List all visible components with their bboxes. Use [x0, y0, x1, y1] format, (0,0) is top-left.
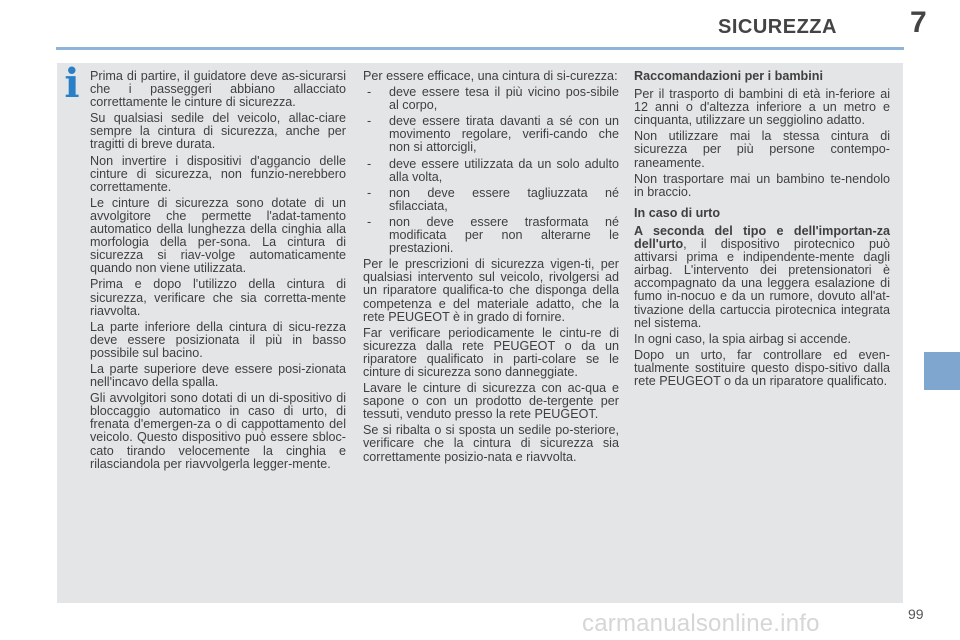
- paragraph: Le cinture di sicurezza sono dotate di un avvolgitore che permette l'adat-tamento automatico della lunghezza della cinghia alla morfologia della per-sona. La cintura di sicurezza si riav-volge automaticamente quando non viene utilizzata.: [90, 195, 346, 276]
- paragraph: Dopo un urto, far controllare ed even-tualmente sostituire questo dispo-sitivo dalla rete PEUGEOT o da un riparatore qualificato.: [634, 347, 890, 388]
- list-item: - non deve essere tagliuzzata né sfilacciata,: [363, 187, 619, 213]
- bold-lead: A seconda del tipo e dell'importan-za dell'urto: [634, 223, 890, 252]
- paragraph: La parte superiore deve essere posi-zionata nell'incavo della spalla.: [90, 361, 346, 390]
- list-item: - deve essere tirata davanti a sé con un movimento regolare, verifi-cando che non si attorcigli,: [363, 115, 619, 154]
- paragraph: Su qualsiasi sedile del veicolo, allac-ciare sempre la cintura di sicurezza, anche per tragitti di breve durata.: [90, 111, 346, 152]
- paragraph: Gli avvolgitori sono dotati di un di-spositivo di bloccaggio automatico in caso di urto, di frenata d'emergen-za o di cappottamento del veicolo. Questo dispositivo può essere sbloc-cato tirando velocemente la cinghia e rilasciandola per riavvolgerla legger-mente.: [90, 391, 346, 471]
- paragraph: Per le prescrizioni di sicurezza vigen-ti, per qualsiasi intervento sul veicolo, rivolgersi ad un riparatore qualifica-to che disponga della competenza e del materiale adatto, che la rete PEUGEOT è in grado di fornire.: [363, 257, 619, 324]
- paragraph: Far verificare periodicamente le cintu-re di sicurezza dalla rete PEUGEOT o da un riparatore qualificato in parti-colare se le cinture di sicurezza sono danneggiate.: [363, 325, 619, 379]
- chapter-number: 7: [910, 6, 927, 39]
- header-divider: [56, 47, 904, 50]
- list-item: - non deve essere trasformata né modificata per non alterarne le prestazioni.: [363, 216, 619, 255]
- paragraph: Non invertire i dispositivi d'aggancio delle cinture di sicurezza, non funzio-nerebbero correttamente.: [90, 153, 346, 194]
- paragraph: Per essere efficace, una cintura di si-curezza:: [363, 69, 618, 83]
- paragraph: In ogni caso, la spia airbag si accende.: [634, 331, 852, 346]
- text-column-1: [90, 70, 346, 474]
- requirements-list: [363, 86, 619, 255]
- paragraph: Per il trasporto di bambini di età in-feriore ai 12 anni o d'altezza inferiore a un metro e cinquanta, utilizzare un seggiolino adatto.: [634, 87, 890, 128]
- page-number: 99: [908, 606, 924, 622]
- paragraph: Prima e dopo l'utilizzo della cintura di sicurezza, verificare che sia corretta-mente riavvolta.: [90, 277, 346, 318]
- heading-children: Raccomandazioni per i bambini: [634, 69, 823, 83]
- paragraph: Se si ribalta o si sposta un sedile po-steriore, verificare che la cintura di sicurezza sia correttamente posizio-nata e riavvolta.: [363, 423, 619, 464]
- watermark: carmanualsonline.info: [582, 610, 820, 637]
- paragraph: Non trasportare mai un bambino te-nendolo in braccio.: [634, 171, 890, 199]
- heading-crash: In caso di urto: [634, 205, 721, 220]
- paragraph-rest: , il dispositivo pirotecnico può attivarsi prima e indipendente-mente dagli airbag. L'intervento dei pretensionatori è accompagnato da una leggera esalazione di fumo in-nocuo e da un rumore, dovuto all'at-tivazione della cartuccia pirotecnica integrata nel sistema.: [634, 237, 890, 330]
- paragraph: Non utilizzare mai la stessa cintura di sicurezza per più persone contempo-raneamente.: [634, 129, 890, 170]
- chapter-side-tab: [924, 352, 960, 390]
- text-column-3: [634, 70, 890, 391]
- list-item: - deve essere tesa il più vicino pos-sibile al corpo,: [363, 86, 619, 112]
- list-item: - deve essere utilizzata da un solo adulto alla volta,: [363, 158, 619, 184]
- info-icon: i: [64, 60, 80, 107]
- paragraph: [634, 225, 890, 330]
- text-column-2: [363, 70, 619, 467]
- section-title: SICUREZZA: [718, 16, 837, 38]
- paragraph: Prima di partire, il guidatore deve as-sicurarsi che i passeggeri abbiano allacciato correttamente le cinture di sicurezza.: [90, 69, 346, 110]
- paragraph: La parte inferiore della cintura di sicu-rezza deve essere posizionata il più in basso possibile sul bacino.: [90, 319, 346, 360]
- paragraph: Lavare le cinture di sicurezza con ac-qua e sapone o con un prodotto de-tergente per tessuti, venduto presso la rete PEUGEOT.: [363, 381, 619, 422]
